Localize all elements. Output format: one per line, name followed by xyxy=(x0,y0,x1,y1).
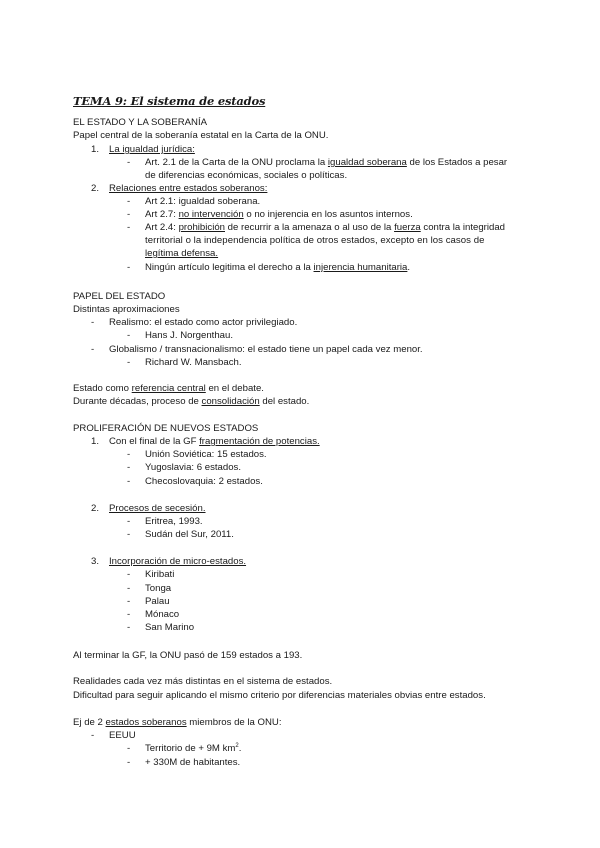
list-dash: - xyxy=(127,462,131,473)
list-number: 3. xyxy=(91,556,100,567)
paragraph: Al terminar la GF, la ONU pasó de 159 estados a 193. xyxy=(73,650,303,661)
list-item: Hans J. Norgenthau. xyxy=(145,330,233,341)
list-dash: - xyxy=(127,743,131,754)
list-dash: - xyxy=(127,449,131,460)
list-item: Unión Soviética: 15 estados. xyxy=(145,449,267,460)
list-item: Ningún artículo legitima el derecho a la injerencia humanitaria. xyxy=(145,262,411,273)
list-dash: - xyxy=(127,222,131,233)
list-item-continuation: legítima defensa. xyxy=(145,248,219,259)
paragraph: Dificultad para seguir aplicando el mismo criterio por diferencias materiales obvias entre estados. xyxy=(73,690,486,701)
list-item: + 330M de habitantes. xyxy=(145,757,241,768)
section-heading-papel-estado: PAPEL DEL ESTADO xyxy=(73,291,166,302)
list-item-label: Procesos de secesión. xyxy=(109,503,206,514)
list-item: Art 2.1: igualdad soberana. xyxy=(145,196,261,207)
list-dash: - xyxy=(127,596,131,607)
section-intro: Distintas aproximaciones xyxy=(73,304,180,315)
list-item-continuation: territorial o la independencia política de otros estados, excepto en los casos de xyxy=(145,235,485,246)
list-dash: - xyxy=(91,344,95,355)
list-item: Realismo: el estado como actor privilegiado. xyxy=(109,317,298,328)
section-intro: Papel central de la soberanía estatal en la Carta de la ONU. xyxy=(73,130,329,141)
list-dash: - xyxy=(127,583,131,594)
list-dash: - xyxy=(127,569,131,580)
list-item: Palau xyxy=(145,596,170,607)
list-item: Art 2.7: no intervención o no injerencia en los asuntos internos. xyxy=(145,209,413,220)
list-dash: - xyxy=(127,157,131,168)
list-item: Checoslovaquia: 2 estados. xyxy=(145,476,263,487)
list-dash: - xyxy=(127,757,131,768)
list-dash: - xyxy=(127,516,131,527)
page-title: TEMA 9: El sistema de estados xyxy=(73,94,266,108)
list-item: Eritrea, 1993. xyxy=(145,516,203,527)
list-number: 2. xyxy=(91,183,100,194)
list-dash: - xyxy=(127,262,131,273)
list-item: Art. 2.1 de la Carta de la ONU proclama la igualdad soberana de los Estados a pesar xyxy=(145,157,508,168)
paragraph: Ej de 2 estados soberanos miembros de la ONU: xyxy=(73,717,282,728)
list-dash: - xyxy=(127,357,131,368)
paragraph: Durante décadas, proceso de consolidación del estado. xyxy=(73,396,310,407)
list-dash: - xyxy=(91,730,95,741)
list-item: Mónaco xyxy=(145,609,180,620)
list-item: EEUU xyxy=(109,730,136,741)
section-heading-estado-soberania: EL ESTADO Y LA SOBERANÍA xyxy=(73,117,208,128)
list-item: Territorio de + 9M $km^2$. xyxy=(145,742,242,754)
list-item-label: Relaciones entre estados soberanos: xyxy=(109,183,268,194)
list-item-continuation: de diferencias económicas, sociales o políticas. xyxy=(145,170,348,181)
list-item-label: La igualdad jurídica: xyxy=(109,144,195,155)
paragraph: Realidades cada vez más distintas en el sistema de estados. xyxy=(73,676,333,687)
list-item: Kiribati xyxy=(145,569,175,580)
list-item: Art 2.4: prohibición de recurrir a la amenaza o al uso de la fuerza contra la integridad xyxy=(145,222,505,233)
list-dash: - xyxy=(127,622,131,633)
list-dash: - xyxy=(127,609,131,620)
list-item-label: Con el final de la GF fragmentación de potencias. xyxy=(109,436,320,447)
list-number: 2. xyxy=(91,503,100,514)
list-item: San Marino xyxy=(145,622,195,633)
list-dash: - xyxy=(127,529,131,540)
list-item: Yugoslavia: 6 estados. xyxy=(145,462,242,473)
list-dash: - xyxy=(127,476,131,487)
list-dash: - xyxy=(91,317,95,328)
list-item: Sudán del Sur, 2011. xyxy=(145,529,234,540)
list-dash: - xyxy=(127,209,131,220)
list-number: 1. xyxy=(91,144,100,155)
list-dash: - xyxy=(127,330,131,341)
section-heading-proliferacion: PROLIFERACIÓN DE NUEVOS ESTADOS xyxy=(73,423,259,434)
list-item: Globalismo / transnacionalismo: el estado tiene un papel cada vez menor. xyxy=(109,344,423,355)
paragraph: Estado como referencia central en el debate. xyxy=(73,383,264,394)
list-item: Tonga xyxy=(145,583,172,594)
list-item-label: Incorporación de micro-estados. xyxy=(109,556,247,567)
list-number: 1. xyxy=(91,436,100,447)
list-dash: - xyxy=(127,196,131,207)
list-item: Richard W. Mansbach. xyxy=(145,357,242,368)
